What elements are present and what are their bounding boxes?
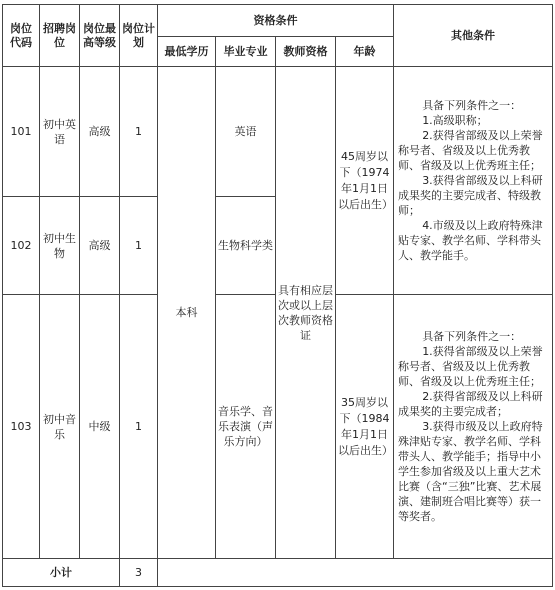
major-cell: 英语 [216, 67, 276, 197]
header-top-level: 岗位最高等级 [80, 5, 120, 67]
condition-item: 2.获得省部级及以上荣誉称号者、省级及以上优秀教师、省级及以上优秀班主任； [398, 129, 543, 172]
conditions-intro: 具备下列条件之一： [422, 99, 522, 112]
condition-item: 3.获得省部级及以上科研成果奖的主要完成者、特级教师； [398, 174, 543, 217]
other-conditions-mid [394, 295, 553, 559]
header-plan: 岗位计划 [120, 5, 158, 67]
condition-item: 1.获得省部级及以上荣誉称号者、省级及以上优秀教师、省级及以上优秀班主任； [398, 345, 543, 388]
position-cell: 初中英语 [40, 67, 80, 197]
other-conditions-senior [394, 67, 553, 295]
position-cell: 初中生物 [40, 197, 80, 295]
plan-cell: 1 [120, 295, 158, 559]
education-cell: 本科 [158, 67, 216, 559]
condition-item: 4.市级及以上政府特殊津贴专家、教学名师、学科带头人、教学能手。 [398, 219, 543, 262]
subtotal-value: 3 [120, 559, 158, 587]
level-cell: 高级 [80, 67, 120, 197]
plan-cell: 1 [120, 197, 158, 295]
header-other: 其他条件 [394, 5, 553, 67]
age-cell-senior: 45周岁以下（1974年1月1日以后出生） [336, 67, 394, 295]
condition-item: 2.获得省部级及以上科研成果奖的主要完成者； [398, 390, 543, 418]
major-cell: 生物科学类 [216, 197, 276, 295]
header-education: 最低学历 [158, 37, 216, 67]
teacher-cert-cell: 具有相应层次或以上层次教师资格证 [276, 67, 336, 559]
major-cell: 音乐学、音乐表演（声乐方向） [216, 295, 276, 559]
condition-item: 1.高级职称； [422, 114, 488, 127]
recruitment-table [2, 4, 553, 587]
code-cell: 103 [3, 295, 40, 559]
subtotal-row [3, 559, 553, 587]
header-qualifications: 资格条件 [158, 5, 394, 37]
plan-cell: 1 [120, 67, 158, 197]
position-cell: 初中音乐 [40, 295, 80, 559]
header-code: 岗位代码 [3, 5, 40, 67]
condition-item: 3.获得市级及以上政府特殊津贴专家、教学名师、学科带头人、教学能手；指导中小学生参加省级及以上重大艺术比赛（含“三独”比赛、艺术展演、建制班合唱比赛等）获一等奖者。 [398, 420, 543, 523]
header-position: 招聘岗位 [40, 5, 80, 67]
header-teacher-cert: 教师资格 [276, 37, 336, 67]
age-cell-mid: 35周岁以下（1984年1月1日以后出生） [336, 295, 394, 559]
header-age: 年龄 [336, 37, 394, 67]
subtotal-empty [158, 559, 553, 587]
header-row-1 [3, 5, 553, 37]
conditions-intro: 具备下列条件之一： [422, 330, 522, 343]
subtotal-label: 小计 [3, 559, 120, 587]
level-cell: 中级 [80, 295, 120, 559]
code-cell: 102 [3, 197, 40, 295]
header-major: 毕业专业 [216, 37, 276, 67]
level-cell: 高级 [80, 197, 120, 295]
table-row [3, 67, 553, 197]
code-cell: 101 [3, 67, 40, 197]
